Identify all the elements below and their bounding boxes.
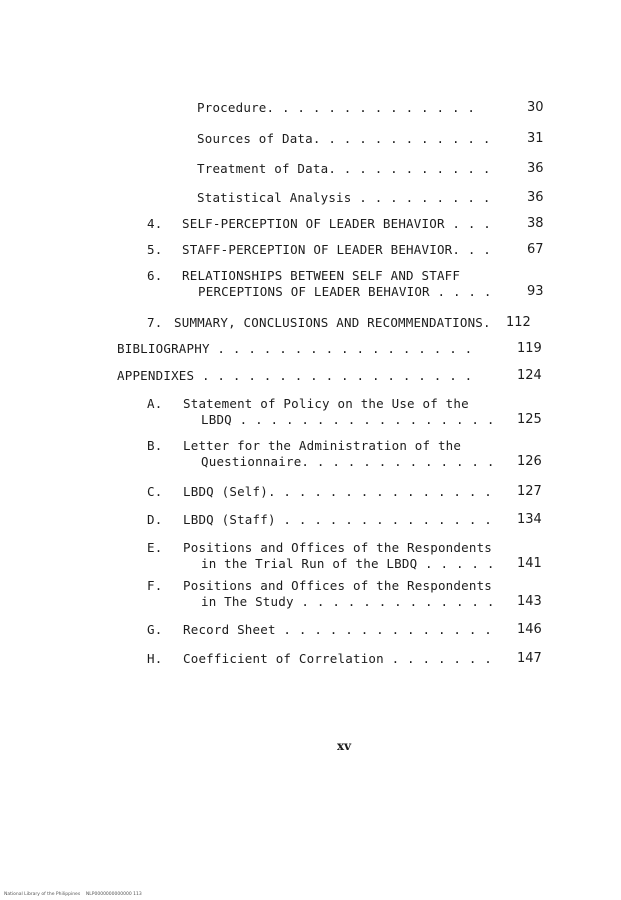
toc-entry-appendix-a-line2: LBDQ . . . . . . . . . . . . . . . . . [201,412,495,427]
toc-entry-statistical: Statistical Analysis . . . . . . . . . [197,190,491,205]
toc-entry-appendix-e-line2: in the Trial Run of the LBDQ . . . . . [201,556,495,571]
toc-entry-bibliography: BIBLIOGRAPHY . . . . . . . . . . . . . . . . . [117,341,473,356]
toc-appendix-letter: A. [147,396,163,411]
toc-entry-appendix-f-line2: in The Study . . . . . . . . . . . . . [201,594,495,609]
toc-page-number: 124 [517,368,542,383]
toc-appendix-letter: B. [147,438,163,453]
toc-entry-appendix-b-line2: Questionnaire. . . . . . . . . . . . . [201,454,495,469]
toc-chapter-number: 7. [147,315,163,330]
toc-entry-chapter-6-line2: PERCEPTIONS OF LEADER BEHAVIOR . . . . [198,284,492,299]
toc-page-number: 143 [517,594,542,609]
toc-page-number: 36 [527,190,544,205]
toc-entry-appendix-h: Coefficient of Correlation . . . . . . . [183,651,493,666]
toc-page-number: 126 [517,454,542,469]
toc-page-number: 127 [517,484,542,499]
toc-entry-appendix-c: LBDQ (Self). . . . . . . . . . . . . . . [183,484,493,499]
toc-entry-chapter-7: SUMMARY, CONCLUSIONS AND RECOMMENDATIONS. [174,315,491,330]
toc-page-number: 30 [527,100,544,115]
toc-page-number: 134 [517,512,542,527]
toc-page-number: 38 [527,216,544,231]
toc-entry-appendix-g: Record Sheet . . . . . . . . . . . . . . [183,622,493,637]
toc-entry-appendix-f-line1: Positions and Offices of the Respondents [183,578,493,593]
toc-appendix-letter: D. [147,512,163,527]
toc-page-number: 125 [517,412,542,427]
toc-appendix-letter: E. [147,540,163,555]
toc-entry-sources: Sources of Data. . . . . . . . . . . . [197,131,491,146]
toc-page-number: 119 [517,341,542,356]
toc-entry-appendix-e-line1: Positions and Offices of the Respondents [183,540,493,555]
toc-page-number: 36 [527,161,544,176]
toc-entry-appendix-d: LBDQ (Staff) . . . . . . . . . . . . . . [183,512,493,527]
toc-appendix-letter: H. [147,651,163,666]
toc-entry-procedure: Procedure. . . . . . . . . . . . . . [197,100,476,115]
toc-appendix-letter: F. [147,578,163,593]
toc-page-number: 67 [527,242,544,257]
toc-chapter-number: 4. [147,216,163,231]
toc-appendix-letter: G. [147,622,163,637]
toc-page-number: 93 [527,284,544,299]
toc-entry-appendix-a-line1: Statement of Policy on the Use of the [183,396,469,411]
toc-chapter-number: 6. [147,268,163,283]
toc-chapter-number: 5. [147,242,163,257]
toc-appendix-letter: C. [147,484,163,499]
toc-entry-appendixes: APPENDIXES . . . . . . . . . . . . . . . . . . [117,368,473,383]
toc-page-number: 141 [517,556,542,571]
toc-page-number: 31 [527,131,544,146]
toc-entry-chapter-5: STAFF-PERCEPTION OF LEADER BEHAVIOR. . . [182,242,492,257]
toc-page-number: 112 [506,315,531,330]
library-footer: National Library of the Philippines NLP0000000000000 113 [4,892,142,897]
toc-entry-chapter-4: SELF-PERCEPTION OF LEADER BEHAVIOR . . . [182,216,492,231]
toc-page-number: 146 [517,622,542,637]
toc-entry-treatment: Treatment of Data. . . . . . . . . . . [197,161,491,176]
toc-entry-appendix-b-line1: Letter for the Administration of the [183,438,462,453]
toc-entry-chapter-6-line1: RELATIONSHIPS BETWEEN SELF AND STAFF [182,268,461,283]
toc-page-number: 147 [517,651,542,666]
page-folio: xv [337,739,352,753]
